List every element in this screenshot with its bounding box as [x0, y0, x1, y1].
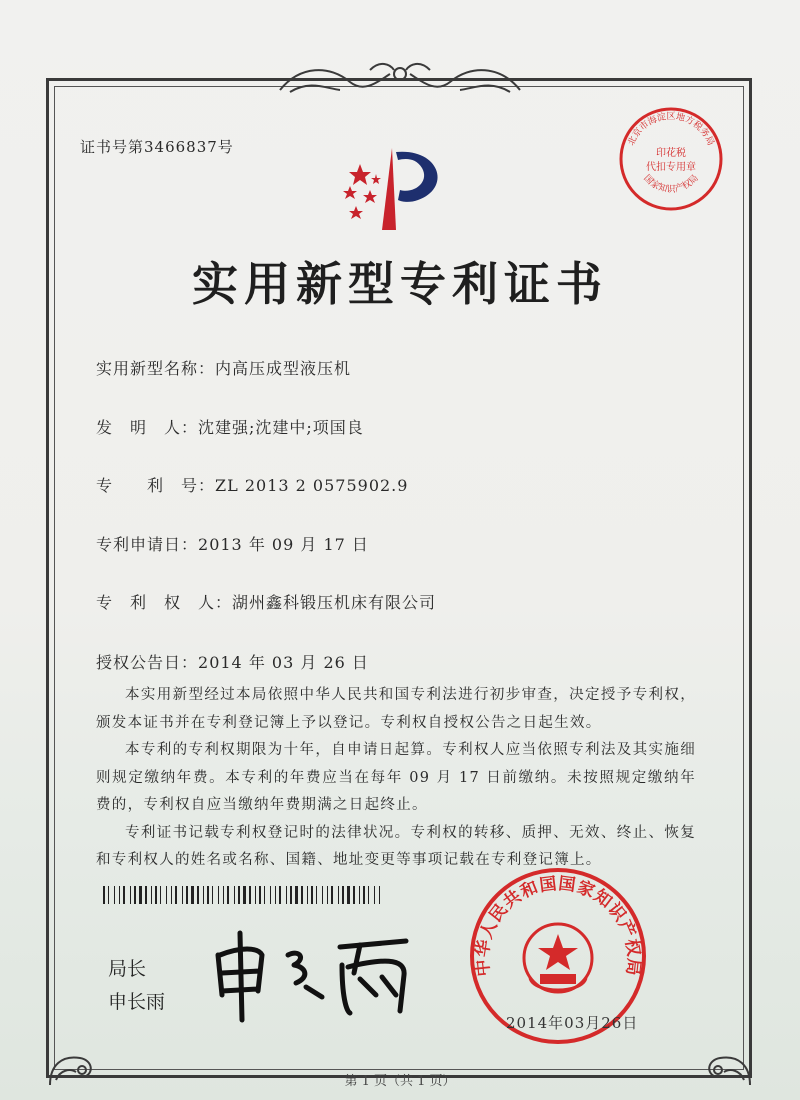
field-label: 专利申请日： [96, 535, 199, 554]
field-value: ZL 2013 2 0575902.9 [215, 476, 409, 495]
certificate-body [96, 682, 696, 875]
page-footer: 第 1 页（共 1 页） [344, 1074, 456, 1089]
patent-office-logo-icon [330, 138, 460, 238]
body-paragraph: 本实用新型经过本局依照中华人民共和国专利法进行初步审查，决定授予专利权，颁发本证书并在专利登记簿上予以登记。专利权自授权公告之日起生效。 [96, 687, 696, 731]
field-value: 沈建强;沈建中;项国良 [198, 418, 364, 437]
seal-date: 2014年03月26日 [506, 1014, 639, 1032]
certificate-title: 实用新型专利证书 [192, 257, 608, 311]
body-paragraph: 专利证书记载专利权登记时的法律状况。专利权的转移、质押、无效、终止、恢复和专利权人的姓名或名称、国籍、地址变更等事项记载在专利登记簿上。 [96, 824, 696, 868]
tax-seal-stamp [616, 104, 726, 214]
field-value: 2014 年 03 月 26 日 [198, 653, 369, 672]
handwritten-signature-icon [210, 925, 420, 1025]
svg-text:代扣专用章: 代扣专用章 [646, 162, 696, 173]
field-grant-date [96, 650, 369, 673]
field-utility-model-name [96, 356, 351, 379]
top-ornament-icon [270, 60, 530, 100]
field-value: 湖州鑫科锻压机床有限公司 [232, 593, 437, 612]
field-label: 实用新型名称： [96, 359, 216, 378]
field-label: 授权公告日： [96, 653, 199, 672]
body-paragraph: 本专利的专利权期限为十年，自申请日起算。专利权人应当依照专利法及其实施细则规定缴纳年费。本专利的年费应当在每年 09 月 17 日前缴纳。未按照规定缴纳年费的，专利权自应当缴纳年费期满之日起终止。 [96, 742, 696, 813]
svg-text:印花税: 印花税 [656, 148, 686, 159]
svg-text:中华人民共和国国家知识产权局: 中华人民共和国国家知识产权局 [472, 873, 644, 978]
certificate-number: 证书号第3466837号 [80, 138, 234, 156]
field-label: 发 明 人： [96, 418, 199, 437]
svg-text:国家知识产权局: 国家知识产权局 [641, 173, 701, 195]
field-label: 专 利 权 人： [96, 593, 233, 612]
director-name: 申长雨 [108, 991, 166, 1013]
svg-text:北京市海淀区地方税务局: 北京市海淀区地方税务局 [626, 112, 716, 148]
field-patent-number [96, 473, 408, 496]
field-value: 2013 年 09 月 17 日 [198, 535, 369, 554]
director-title: 局长 [108, 958, 147, 980]
field-label: 专 利 号： [96, 476, 216, 495]
field-value: 内高压成型液压机 [215, 359, 352, 378]
field-inventors [96, 415, 364, 438]
field-patentee [96, 590, 436, 613]
barcode [103, 886, 383, 904]
field-application-date [96, 532, 369, 555]
